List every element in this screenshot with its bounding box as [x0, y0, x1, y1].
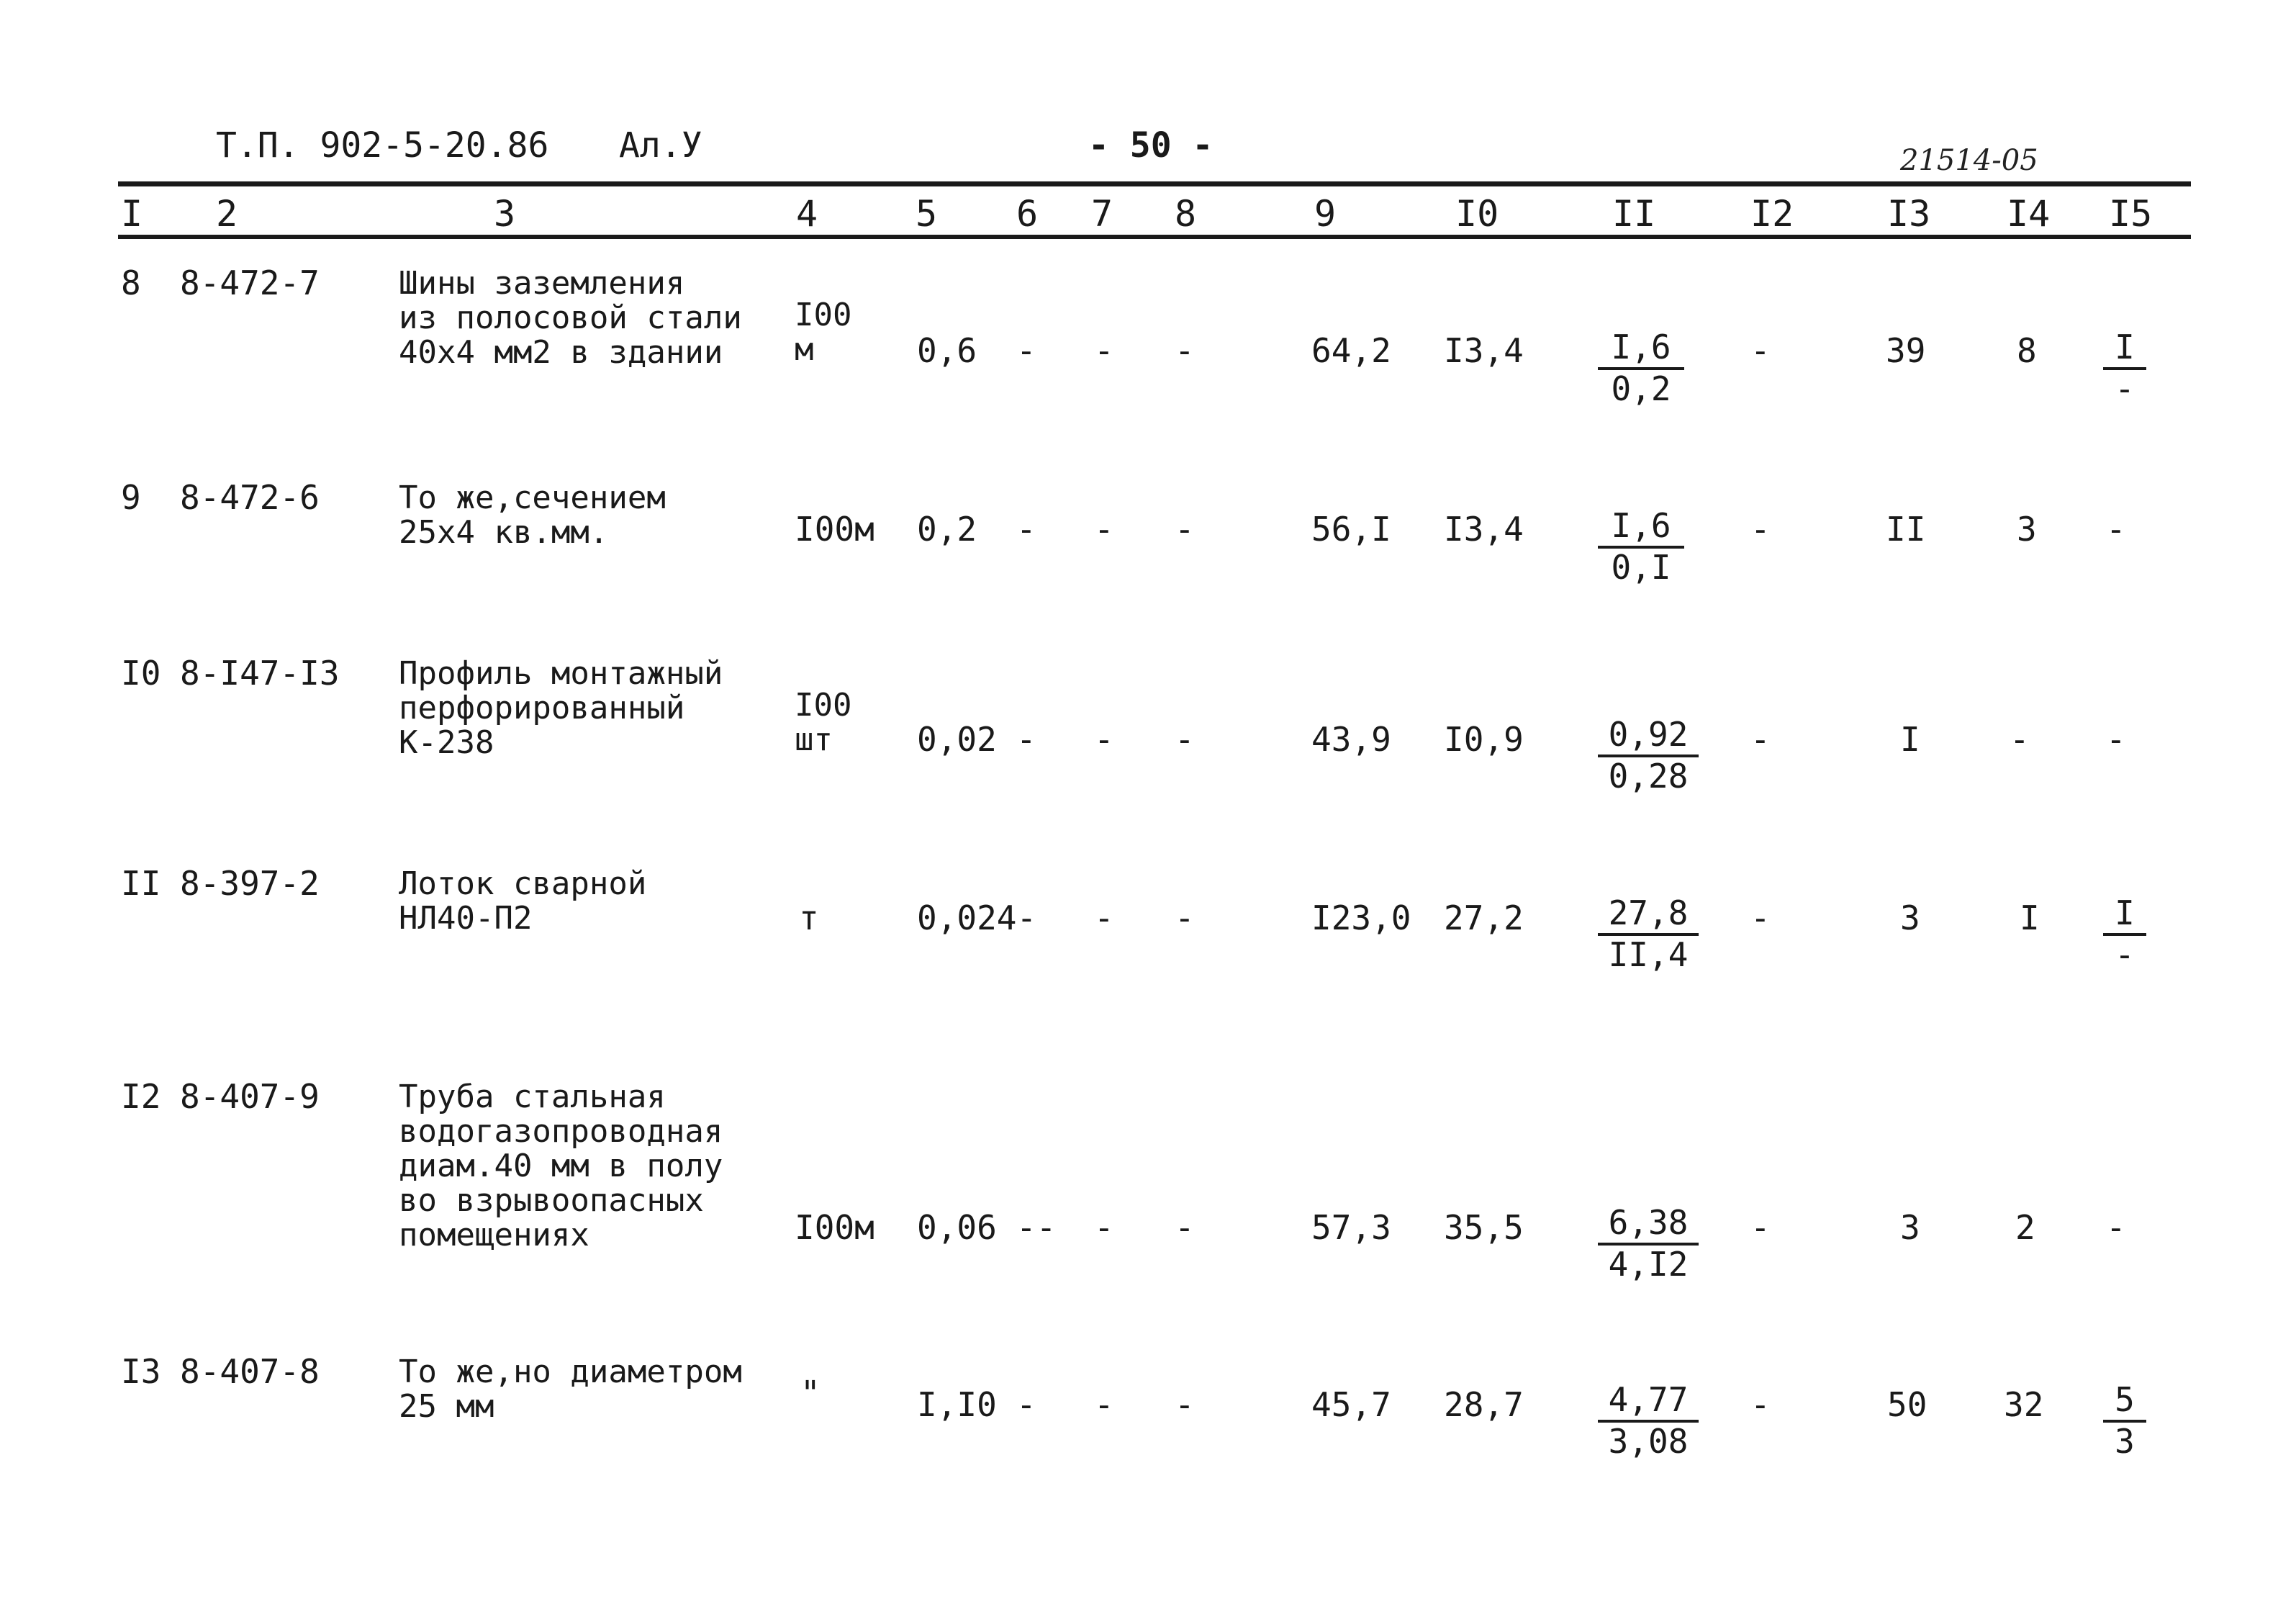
col-header-2: 2	[216, 193, 238, 235]
col13-value: I	[1900, 720, 1920, 759]
unit: т	[799, 898, 819, 937]
row-number: I3	[121, 1352, 161, 1391]
col11-fraction	[1598, 894, 1699, 973]
col11-fraction	[1598, 507, 1684, 586]
col6-value: -	[1016, 331, 1036, 370]
fraction-numerator: I	[2103, 328, 2146, 370]
col9-value: 45,7	[1311, 1385, 1391, 1424]
col14-value: 3	[2017, 510, 2037, 549]
top-rule	[118, 181, 2191, 186]
col-header-12: I2	[1750, 193, 1794, 235]
col9-value: 43,9	[1311, 720, 1391, 759]
col6-value: --	[1016, 1208, 1057, 1247]
col12-value: -	[1750, 1385, 1771, 1424]
col14-value: 2	[2015, 1208, 2035, 1247]
fraction-denominator: 0,28	[1608, 757, 1689, 796]
col7-value: -	[1094, 1385, 1114, 1424]
norm-code: 8-472-6	[180, 478, 320, 517]
fraction-numerator: I	[2103, 894, 2146, 936]
row-number: I2	[121, 1077, 161, 1116]
fraction-denominator: 0,2	[1611, 369, 1671, 408]
col-header-10: I0	[1455, 193, 1499, 235]
col9-value: 56,I	[1311, 510, 1391, 549]
work-description: То же,сечением 25х4 кв.мм.	[399, 479, 666, 551]
col-header-15: I5	[2109, 193, 2153, 235]
col13-value: 50	[1887, 1385, 1927, 1424]
fraction-numerator: 0,92	[1598, 716, 1699, 757]
unit: I00 шт	[795, 687, 852, 758]
col8-value: -	[1175, 510, 1195, 549]
unit: I00 м	[795, 297, 852, 368]
work-description: То же,но диаметром 25 мм	[399, 1353, 742, 1425]
fraction-numerator: 5	[2103, 1381, 2146, 1423]
col13-value: II	[1886, 510, 1926, 549]
col-header-14: I4	[2007, 193, 2051, 235]
norm-code: 8-I47-I3	[180, 654, 340, 693]
col13-value: 3	[1900, 898, 1920, 937]
work-description: Труба стальная водогазопроводная диам.40 мм в полу во взрывоопасных помещениях	[399, 1078, 723, 1253]
quantity: 0,6	[917, 331, 977, 370]
col8-value: -	[1175, 898, 1195, 937]
col-header-6: 6	[1016, 193, 1039, 235]
fraction-denominator: II,4	[1608, 935, 1689, 974]
col13-value: 39	[1886, 331, 1926, 370]
col-header-7: 7	[1091, 193, 1113, 235]
col7-value: -	[1094, 720, 1114, 759]
quantity: 0,2	[917, 510, 977, 549]
col9-value: I23,0	[1311, 898, 1411, 937]
quantity: 0,02	[917, 720, 997, 759]
fraction-numerator: 6,38	[1598, 1204, 1699, 1246]
fraction-numerator: 27,8	[1598, 894, 1699, 936]
col11-fraction	[1598, 328, 1684, 407]
col11-fraction	[1598, 1381, 1699, 1460]
col10-value: I3,4	[1444, 510, 1524, 549]
handwritten-code: 21514-05	[1900, 144, 2038, 177]
row-number: 8	[121, 264, 141, 302]
col6-value: -	[1016, 510, 1036, 549]
col10-value: I0,9	[1444, 720, 1524, 759]
col12-value: -	[1750, 510, 1771, 549]
fraction-denominator: 0,I	[1611, 548, 1671, 587]
col9-value: 64,2	[1311, 331, 1391, 370]
col6-value: -	[1016, 1385, 1036, 1424]
col13-value: 3	[1900, 1208, 1920, 1247]
col12-value: -	[1750, 331, 1771, 370]
col14-value: I	[2020, 898, 2040, 937]
col7-value: -	[1094, 331, 1114, 370]
col8-value: -	[1175, 1385, 1195, 1424]
work-description: Лоток сварной НЛ40-П2	[399, 865, 647, 937]
col15-fraction	[2103, 328, 2146, 407]
col15-value: -	[2106, 510, 2126, 549]
col15-value: -	[2106, 720, 2126, 759]
fraction-numerator: I,6	[1598, 507, 1684, 549]
quantity: 0,06	[917, 1208, 997, 1247]
col10-value: 35,5	[1444, 1208, 1524, 1247]
col15-fraction	[2103, 894, 2146, 973]
col-header-1: I	[121, 193, 143, 235]
work-description: Профиль монтажный перфорированный К-238	[399, 655, 723, 761]
col7-value: -	[1094, 1208, 1114, 1247]
col15-fraction	[2103, 1381, 2146, 1460]
col-header-8: 8	[1175, 193, 1197, 235]
col-header-11: II	[1612, 193, 1656, 235]
quantity: I,I0	[917, 1385, 997, 1424]
page-number: - 50 -	[1088, 125, 1213, 166]
fraction-denominator: 3,08	[1608, 1422, 1689, 1461]
col7-value: -	[1094, 510, 1114, 549]
unit: "	[800, 1374, 821, 1413]
album-label: Ал.У	[619, 125, 702, 166]
col10-value: I3,4	[1444, 331, 1524, 370]
header-rule	[118, 235, 2191, 239]
document-reference: Т.П. 902-5-20.86	[216, 125, 549, 166]
fraction-denominator: 4,I2	[1608, 1245, 1689, 1284]
col14-value: 8	[2017, 331, 2037, 370]
unit: I00м	[795, 1208, 874, 1247]
col8-value: -	[1175, 331, 1195, 370]
col10-value: 28,7	[1444, 1385, 1524, 1424]
col11-fraction	[1598, 1204, 1699, 1283]
col-header-3: 3	[494, 193, 516, 235]
fraction-numerator: I,6	[1598, 328, 1684, 370]
fraction-denominator: -	[2115, 935, 2135, 974]
col7-value: -	[1094, 898, 1114, 937]
norm-code: 8-407-8	[180, 1352, 320, 1391]
col-header-13: I3	[1887, 193, 1931, 235]
col12-value: -	[1750, 720, 1771, 759]
norm-code: 8-397-2	[180, 864, 320, 903]
col6-value: -	[1016, 720, 1036, 759]
col12-value: -	[1750, 1208, 1771, 1247]
col-header-4: 4	[796, 193, 818, 235]
row-number: 9	[121, 478, 141, 517]
col11-fraction	[1598, 716, 1699, 795]
norm-code: 8-407-9	[180, 1077, 320, 1116]
col8-value: -	[1175, 1208, 1195, 1247]
quantity: 0,024-	[917, 898, 1037, 937]
col9-value: 57,3	[1311, 1208, 1391, 1247]
col-header-9: 9	[1314, 193, 1337, 235]
col-header-5: 5	[916, 193, 938, 235]
fraction-denominator: -	[2115, 369, 2135, 408]
fraction-denominator: 3	[2115, 1422, 2135, 1461]
col10-value: 27,2	[1444, 898, 1524, 937]
col14-value: 32	[2004, 1385, 2044, 1424]
row-number: I0	[121, 654, 161, 693]
col12-value: -	[1750, 898, 1771, 937]
col14-value: -	[2010, 720, 2030, 759]
col8-value: -	[1175, 720, 1195, 759]
unit: I00м	[795, 510, 874, 549]
fraction-numerator: 4,77	[1598, 1381, 1699, 1423]
col15-value: -	[2106, 1208, 2126, 1247]
work-description: Шины заземления из полосовой стали 40х4 мм2 в здании	[399, 265, 742, 371]
norm-code: 8-472-7	[180, 264, 320, 302]
row-number: II	[121, 864, 161, 903]
